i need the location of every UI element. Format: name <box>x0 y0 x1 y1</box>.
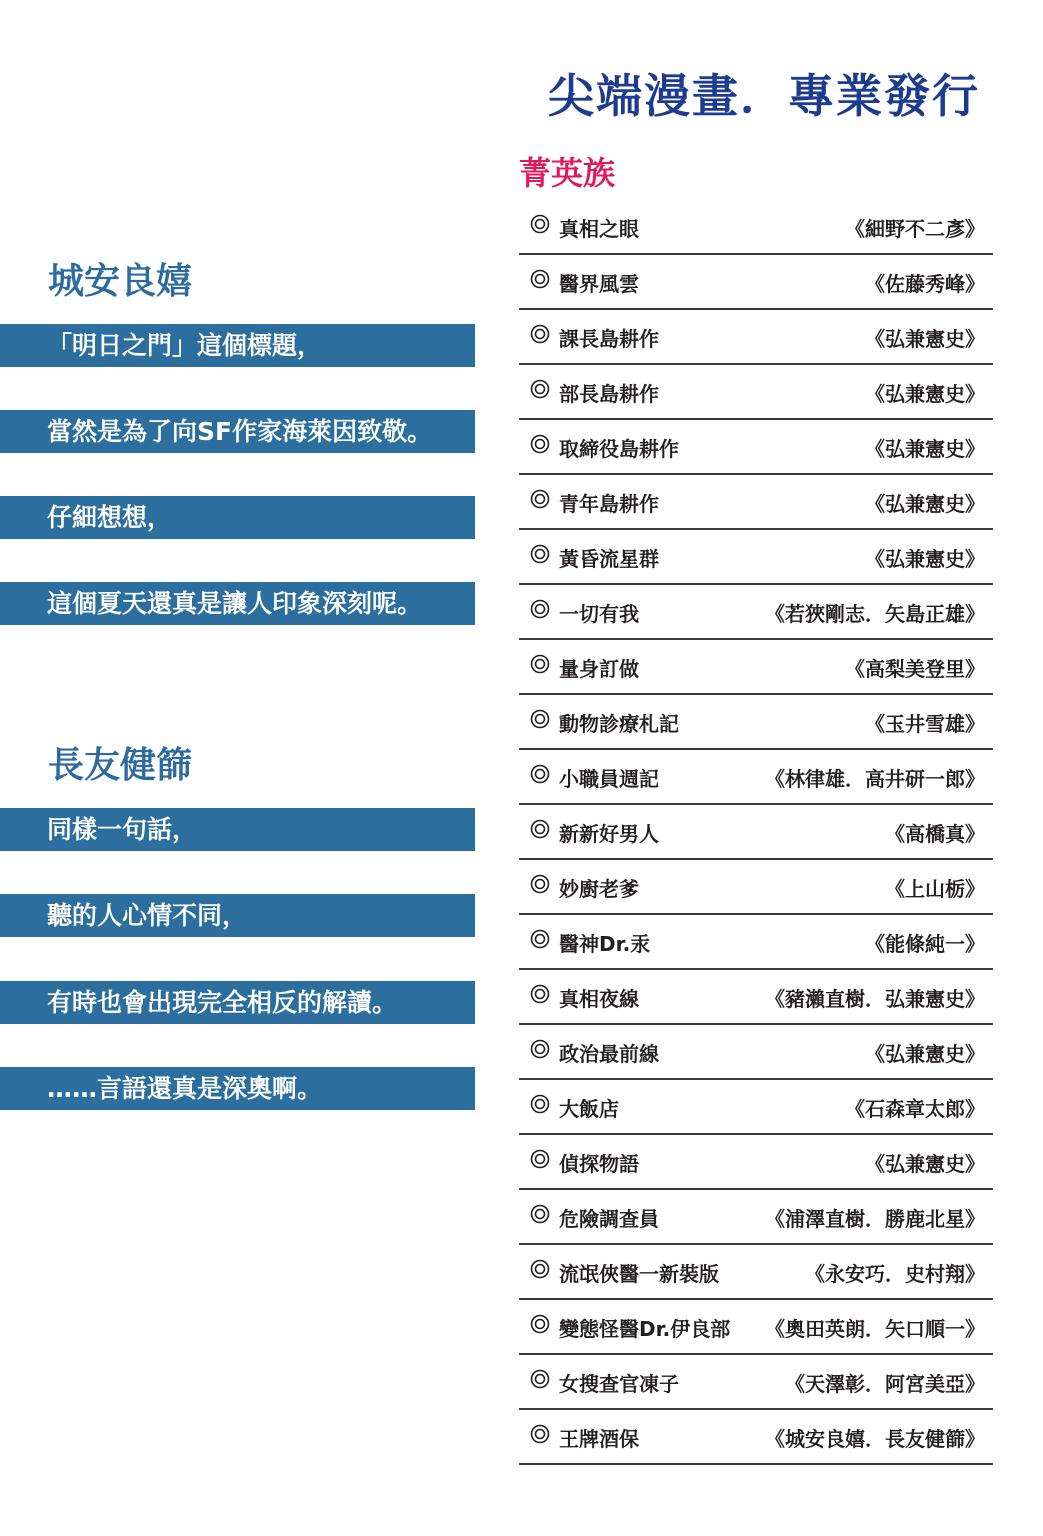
double-circle-icon <box>530 984 550 1004</box>
title-name: 偵探物語 <box>559 1152 639 1176</box>
double-circle-icon <box>530 1094 550 1114</box>
double-circle-icon <box>530 214 550 234</box>
double-circle-icon <box>530 489 550 509</box>
title-author: 《豬瀨直樹．弘兼憲史》 <box>765 987 985 1011</box>
title-author: 《佐藤秀峰》 <box>865 272 985 296</box>
list-item <box>519 695 993 750</box>
title-name: 危險調查員 <box>559 1207 659 1231</box>
title-author: 《高橋真》 <box>885 822 985 846</box>
title-author: 《弘兼憲史》 <box>865 437 985 461</box>
title-name: 一切有我 <box>559 602 639 626</box>
title-name: 真相之眼 <box>559 217 639 241</box>
title-name: 醫神Dr.汞 <box>559 932 651 956</box>
title-author: 《若狹剛志．矢島正雄》 <box>765 602 985 626</box>
list-item <box>519 1135 993 1190</box>
title-name: 動物診療札記 <box>559 712 679 736</box>
double-circle-icon <box>530 269 550 289</box>
double-circle-icon <box>530 599 550 619</box>
title-author: 《城安良嬉．長友健篩》 <box>765 1427 985 1451</box>
title-author: 《弘兼憲史》 <box>865 492 985 516</box>
title-name: 黃昏流星群 <box>559 547 659 571</box>
double-circle-icon <box>530 1314 550 1334</box>
title-author: 《上山栃》 <box>885 877 985 901</box>
list-item <box>519 640 993 695</box>
title-name: 取締役島耕作 <box>559 437 679 461</box>
list-item <box>519 475 993 530</box>
list-item <box>519 365 993 420</box>
title-name: 變態怪醫Dr.伊良部 <box>559 1317 731 1341</box>
title-author: 《弘兼憲史》 <box>865 1152 985 1176</box>
title-name: 流氓俠醫一新裝版 <box>559 1262 719 1286</box>
title-name: 王牌酒保 <box>559 1427 639 1451</box>
list-item <box>519 860 993 915</box>
double-circle-icon <box>530 544 550 564</box>
list-item <box>519 970 993 1025</box>
list-item <box>519 1080 993 1135</box>
author-1-quote-line-2: 當然是為了向SF作家海萊因致敬。 <box>0 410 475 453</box>
title-name: 女搜查官凍子 <box>559 1372 679 1396</box>
author-2-quote-line-1: 同樣一句話， <box>0 808 475 851</box>
title-author: 《石森章太郎》 <box>845 1097 985 1121</box>
list-item <box>519 1300 993 1355</box>
list-item <box>519 200 993 255</box>
title-author: 《高梨美登里》 <box>845 657 985 681</box>
title-name: 小職員週記 <box>559 767 659 791</box>
title-author: 《細野不二彥》 <box>845 217 985 241</box>
title-author: 《浦澤直樹．勝鹿北星》 <box>765 1207 985 1231</box>
double-circle-icon <box>530 1259 550 1279</box>
title-author: 《玉井雪雄》 <box>865 712 985 736</box>
double-circle-icon <box>530 324 550 344</box>
list-item <box>519 585 993 640</box>
title-name: 新新好男人 <box>559 822 659 846</box>
double-circle-icon <box>530 434 550 454</box>
title-name: 政治最前線 <box>559 1042 659 1066</box>
list-item <box>519 255 993 310</box>
double-circle-icon <box>530 1039 550 1059</box>
double-circle-icon <box>530 819 550 839</box>
double-circle-icon <box>530 1204 550 1224</box>
double-circle-icon <box>530 654 550 674</box>
list-item <box>519 1245 993 1300</box>
title-name: 醫界風雲 <box>559 272 639 296</box>
title-name: 真相夜線 <box>559 987 639 1011</box>
double-circle-icon <box>530 709 550 729</box>
author-name-1: 城安良嬉 <box>48 261 193 302</box>
double-circle-icon <box>530 874 550 894</box>
double-circle-icon <box>530 1149 550 1169</box>
series-title: 菁英族 <box>519 154 616 192</box>
title-author: 《永安巧．史村翔》 <box>805 1262 985 1286</box>
double-circle-icon <box>530 764 550 784</box>
list-item <box>519 750 993 805</box>
list-item <box>519 530 993 585</box>
author-1-quote-line-1: 「明日之門」這個標題， <box>0 324 475 367</box>
title-author: 《能條純一》 <box>865 932 985 956</box>
list-item <box>519 1410 993 1465</box>
title-author: 《弘兼憲史》 <box>865 1042 985 1066</box>
author-name-2: 長友健篩 <box>48 745 193 786</box>
title-name: 課長島耕作 <box>559 327 659 351</box>
author-1-quote-line-3: 仔細想想， <box>0 496 475 539</box>
author-2-quote-line-3: 有時也會出現完全相反的解讀。 <box>0 981 475 1024</box>
publisher-header: 尖端漫畫．專業發行 <box>548 69 980 123</box>
author-2-quote-line-2: 聽的人心情不同， <box>0 894 475 937</box>
list-item <box>519 1355 993 1410</box>
title-author: 《奧田英朗．矢口順一》 <box>765 1317 985 1341</box>
title-author: 《弘兼憲史》 <box>865 382 985 406</box>
title-name: 大飯店 <box>559 1097 619 1121</box>
title-name: 量身訂做 <box>559 657 639 681</box>
title-author: 《天澤彰．阿宮美亞》 <box>785 1372 985 1396</box>
title-author: 《林律雄．高井研一郎》 <box>765 767 985 791</box>
title-author: 《弘兼憲史》 <box>865 327 985 351</box>
title-name: 部長島耕作 <box>559 382 659 406</box>
double-circle-icon <box>530 1369 550 1389</box>
double-circle-icon <box>530 1424 550 1444</box>
author-1-quote-line-4: 這個夏天還真是讓人印象深刻呢。 <box>0 582 475 625</box>
title-author: 《弘兼憲史》 <box>865 547 985 571</box>
double-circle-icon <box>530 379 550 399</box>
list-item <box>519 915 993 970</box>
list-item <box>519 420 993 475</box>
list-item <box>519 1190 993 1245</box>
list-item <box>519 310 993 365</box>
double-circle-icon <box>530 929 550 949</box>
title-name: 青年島耕作 <box>559 492 659 516</box>
author-2-quote-line-4: ……言語還真是深奧啊。 <box>0 1067 475 1110</box>
list-item <box>519 805 993 860</box>
title-list <box>519 200 993 1465</box>
title-name: 妙廚老爹 <box>559 877 639 901</box>
list-item <box>519 1025 993 1080</box>
